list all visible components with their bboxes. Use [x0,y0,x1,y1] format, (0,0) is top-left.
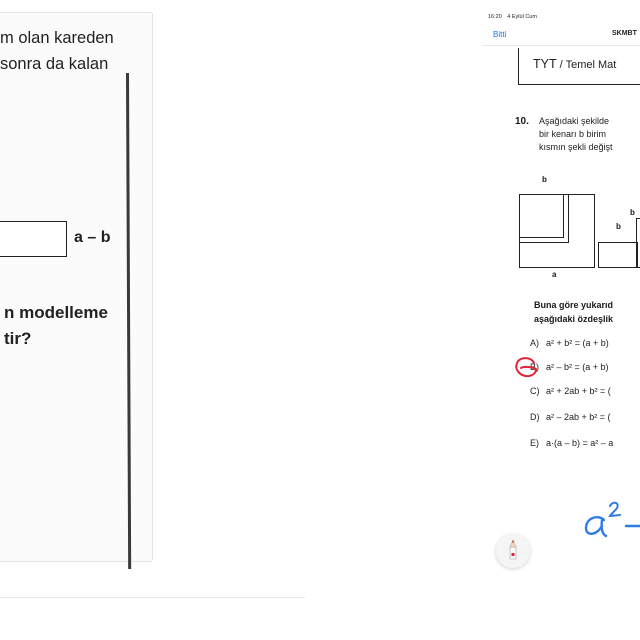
option-letter: C) [530,386,540,396]
left-document-page [0,12,153,562]
figure-inner-line [563,194,564,237]
divider [0,597,305,598]
pencil-icon [505,539,521,563]
figure-label-b: b [542,175,547,184]
document-title: SKMBT [612,30,637,37]
option-text: a² + b² = (a + b) [546,338,609,348]
question-prompt-line-1: Buna göre yukarıd [534,300,614,310]
figure-label-b: b [616,222,621,231]
figure-label-b: b [630,208,635,217]
left-question-line-1: n modelleme [4,303,108,322]
question-text-line-1: Aşağıdaki şekilde [539,116,610,126]
option-text: a² + 2ab + b² = ( [546,386,611,396]
exam-header-title [533,57,616,71]
rectangle-side-label: a – b [74,229,111,246]
large-square-figure [519,194,595,268]
small-rectangle-figure [598,242,638,268]
option-letter: E) [530,438,539,448]
answer-option-a[interactable] [530,338,609,348]
red-annotation-mark [512,354,544,380]
blue-handwriting [582,498,640,542]
rectangle-figure [0,221,67,257]
tall-rectangle-figure [636,218,640,268]
exam-type: TYT [533,57,557,71]
done-button[interactable]: Bitti [493,30,507,39]
option-text: a² – b² = (a + b) [546,362,609,372]
figure-inner-line [519,237,564,238]
exam-header-box [518,48,640,85]
option-text: a·(a – b) = a² – a [546,438,614,448]
option-letter: B) [530,362,539,372]
answer-option-c[interactable] [530,386,611,396]
ipad-screen [482,12,640,612]
left-text-line-1: m olan kareden [0,29,114,47]
left-question-line-2: tir? [4,329,32,348]
status-bar [488,14,541,20]
status-time: 16:20 [488,14,502,20]
option-letter: D) [530,412,540,422]
option-text: a² – 2ab + b² = ( [546,412,611,422]
pdf-page[interactable] [482,46,640,612]
option-letter: A) [530,338,539,348]
left-text-line-2: sonra da kalan [0,55,109,73]
answer-option-e[interactable] [530,438,613,448]
question-text-line-3: kısmın şekli değişt [539,142,613,152]
figure-label-a: a [552,270,557,279]
page-margin-line [126,73,131,569]
question-number: 10. [515,116,529,127]
question-text-line-2: bir kenarı b birim [539,129,607,139]
answer-option-d[interactable] [530,412,611,422]
figure-inner-line [568,194,569,242]
question-prompt-line-2: aşağıdaki özdeşlik [534,314,614,324]
status-date: 4 Eylül Cum [507,14,537,20]
exam-subject: / Temel Mat [556,59,617,71]
pencil-tool-button[interactable] [496,534,530,568]
figure-inner-line [519,242,569,243]
